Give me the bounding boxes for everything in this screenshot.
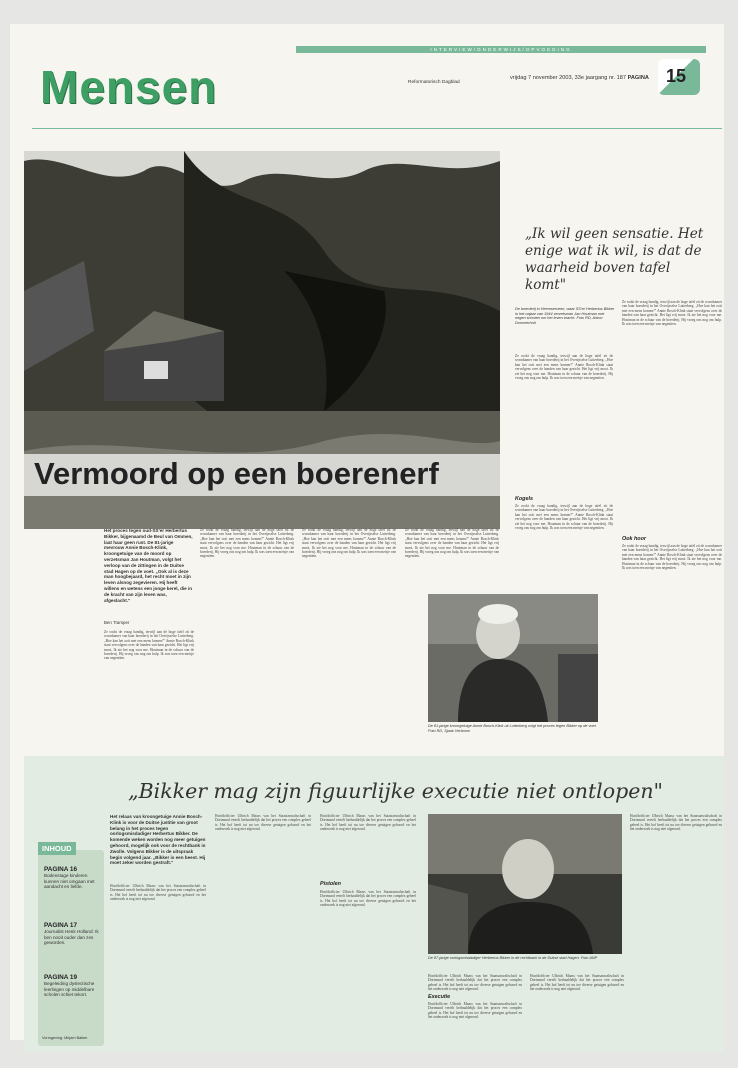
section-title: Mensen [40, 61, 218, 113]
page-number: 15 [666, 66, 687, 86]
subhead-executie: Executie [428, 994, 451, 1000]
body-column: Ze rookt de vraag handig, terwijl aan de hoge tafel zit de woonkamer van haar boerderij in het Overijsselse Lutterberg. „Hoe kan het ooit met een mens komen?" Annie Bosch-Klink staat vervolgens over de handen van haar gezicht. Het ligt vrij mooi. Ik zie het nog voor me. Houtman in de schuur van de boerderij. Hij vroeg ons nog om hulp. Ik was toen een meisje van negentien. [515, 504, 613, 531]
body-column: Hoofdofficier Ulbrich Maass van het Staatsanwaltschaft in Dortmund vertelt herhaaldelijk dat het proces een complex geheel is. Het hof heeft tot nu toe diverse getuigen gehoord en het onderzoek is nog niet afgerond. [630, 814, 722, 832]
paper-name: Reformatorisch Dagblad [408, 80, 460, 85]
main-headline-band [24, 454, 500, 496]
body-column: Hoofdofficier Ulbrich Maass van het Staatsanwaltschaft in Dortmund vertelt herhaaldelijk dat het proces een complex geheel is. Het hof heeft tot nu toe diverse getuigen gehoord en het onderzoek is nog niet afgerond. [110, 884, 206, 902]
dateline: vrijdag 7 november 2003, 33e jaargang nr. 187 PAGINA [510, 75, 649, 81]
bikker-photo-image [428, 814, 622, 954]
second-intro: Het relaas van kroongetuige Annie Bosch-Klink is voor de Duitse justitie van groot belang in het proces tegen oorlogsmisdadiger Herbertus Bikker. De komende weken worden nog meer getuigen gehoord, mogelijk ook voor de rechtbank in Zwolle. Volgens Bikker is de uitspraak begin volgend jaar. „Bikker is een beest. Hij moet zeker worden gestraft." [110, 814, 206, 866]
subhead-kogels: Kogels [515, 496, 533, 502]
body-column: Ze rookt de vraag handig, terwijl aan de hoge tafel zit de woonkamer van haar boerderij in het Overijsselse Lutterberg. „Hoe kan het ooit met een mens komen?" Annie Bosch-Klink staat vervolgens over de handen van haar gezicht. Het ligt vrij mooi. Ik zie het nog voor me. Houtman in de schuur van de boerderij. Hij vroeg ons nog om hulp. Ik was toen een meisje van negentien. [104, 630, 194, 661]
pull-quote: „Ik wil geen sensatie. Het enige wat ik wil, is dat de waarheid boven tafel komt" [525, 226, 704, 293]
body-column: Ze rookt de vraag handig, terwijl aan de hoge tafel zit de woonkamer van haar boerderij in het Overijsselse Lutterberg. „Hoe kan het ooit met een mens komen?" Annie Bosch-Klink staat vervolgens over de handen van haar gezicht. Het ligt vrij mooi. Ik zie het nog voor me. Houtman in de schuur van de boerderij. Hij vroeg ons nog om hulp. Ik was toen een meisje van negentien. [200, 528, 294, 559]
article-intro: Het proces tegen oud-SS'er Herbertus Bikker, bijgenaamd de Beul van Ommen, laat haar geen rust. De 81-jarige mevrouw Annie Bosch-Klink, kroongetuige van de moord op verzetsman Jan Houtman, volgt het verloop van de zittingen in de Duitse stad Hagen op de voet. „Ook al is deze man hoogbejaard, het recht moet in zijn leven alsnog zegevieren. Hij heeft willens en wetens een jonge kerel, die in de kracht van zijn leven was, afgeslacht." [104, 528, 193, 603]
subhead-ook-hoor: Ook hoor [622, 536, 646, 542]
section-bar: INTERVIEW/ONDERWIJS/OPVOEDING [296, 46, 706, 53]
body-column: Hoofdofficier Ulbrich Maass van het Staatsanwaltschaft in Dortmund vertelt herhaaldelijk dat het proces een complex geheel is. Het hof heeft tot nu toe diverse getuigen gehoord en het onderzoek is nog niet afgerond. [320, 814, 416, 832]
contents-title: INHOUD [38, 842, 76, 855]
body-column: Hoofdofficier Ulbrich Maass van het Staatsanwaltschaft in Dortmund vertelt herhaaldelijk dat het proces een complex geheel is. Het hof heeft tot nu toe diverse getuigen gehoord en het onderzoek is nog niet afgerond. [428, 1002, 522, 1020]
contents-item[interactable]: PAGINA 19 Begeleiding dyslectische leerlingen op middelbare scholen schiet tekort. [44, 974, 95, 998]
contents-box [38, 844, 104, 1046]
photo-caption: De boerderij in Heemserveen, waar SS'er Herbertus Bikker in het najaar van 1944 verzetsman Jan Houtman met negen schoten om het leven bracht. Foto RD, Anton Dommerholt [515, 307, 615, 325]
body-column: Ze rookt de vraag handig, terwijl aan de hoge tafel zit de woonkamer van haar boerderij in het Overijsselse Lutterberg. „Hoe kan het ooit met een mens komen?" Annie Bosch-Klink staat vervolgens over de handen van haar gezicht. Het ligt vrij mooi. Ik zie het nog voor me. Houtman in de schuur van de boerderij. Hij vroeg ons nog om hulp. Ik was toen een meisje van negentien. [622, 300, 722, 327]
header-rule [32, 128, 722, 129]
page-number-box [658, 59, 700, 95]
contents-item[interactable]: PAGINA 16 Bodenstage kinderen kunnen niet omgaan met aandacht en liefde. [44, 866, 95, 890]
body-column: Ze rookt de vraag handig, terwijl aan de hoge tafel zit de woonkamer van haar boerderij in het Overijsselse Lutterberg. „Hoe kan het ooit met een mens komen?" Annie Bosch-Klink staat vervolgens over de handen van haar gezicht. Het ligt vrij mooi. Ik zie het nog voor me. Houtman in de schuur van de boerderij. Hij vroeg ons nog om hulp. Ik was toen een meisje van negentien. [622, 544, 722, 571]
contents-item[interactable]: PAGINA 17 Journalist Henk Holland: Ik ben nooit ouder dan zes geworden. [44, 922, 99, 946]
body-column: Hoofdofficier Ulbrich Maass van het Staatsanwaltschaft in Dortmund vertelt herhaaldelijk dat het proces een complex geheel is. Het hof heeft tot nu toe diverse getuigen gehoord en het onderzoek is nog niet afgerond. [530, 974, 624, 992]
body-column: Hoofdofficier Ulbrich Maass van het Staatsanwaltschaft in Dortmund vertelt herhaaldelijk dat het proces een complex geheel is. Het hof heeft tot nu toe diverse getuigen gehoord en het onderzoek is nog niet afgerond. [428, 974, 522, 992]
portrait-caption: De 81-jarige kroongetuige Annie Bosch-Klink uit Lutterberg volgt het proces tegen Bikker op de voet. Foto RD, Sjaak Verboom [428, 724, 597, 733]
body-column: Hoofdofficier Ulbrich Maass van het Staatsanwaltschaft in Dortmund vertelt herhaaldelijk dat het proces een complex geheel is. Het hof heeft tot nu toe diverse getuigen gehoord en het onderzoek is nog niet afgerond. [320, 890, 416, 908]
main-headline: Vermoord op een boerenerf [34, 456, 439, 491]
subhead-pistolen: Pistolen [320, 881, 341, 887]
portrait-photo-image [428, 594, 598, 722]
design-credit: Vormgeving: Mirjam Balker [42, 1036, 88, 1040]
body-column: Hoofdofficier Ulbrich Maass van het Staatsanwaltschaft in Dortmund vertelt herhaaldelijk dat het proces een complex geheel is. Het hof heeft tot nu toe diverse getuigen gehoord en het onderzoek is nog niet afgerond. [215, 814, 311, 832]
body-column: Ze rookt de vraag handig, terwijl aan de hoge tafel zit de woonkamer van haar boerderij in het Overijsselse Lutterberg. „Hoe kan het ooit met een mens komen?" Annie Bosch-Klink staat vervolgens over de handen van haar gezicht. Het ligt vrij mooi. Ik zie het nog voor me. Houtman in de schuur van de boerderij. Hij vroeg ons nog om hulp. Ik was toen een meisje van negentien. [302, 528, 396, 559]
newspaper-page [10, 24, 724, 1040]
second-headline: „Bikker mag zijn figuurlijke executie niet ontlopen" [128, 779, 663, 803]
portrait-photo [428, 594, 598, 722]
bikker-caption: De 87-jarige oorlogsmisdadiger Herbertus Bikker in de rechtbank in de Duitse stad Hagen. Foto ANP [428, 956, 598, 960]
body-column: Ze rookt de vraag handig, terwijl aan de hoge tafel zit de woonkamer van haar boerderij in het Overijsselse Lutterberg. „Hoe kan het ooit met een mens komen?" Annie Bosch-Klink staat vervolgens over de handen van haar gezicht. Het ligt vrij mooi. Ik zie het nog voor me. Houtman in de schuur van de boerderij. Hij vroeg ons nog om hulp. Ik was toen een meisje van negentien. [405, 528, 499, 559]
byline: Ben Tramper [104, 620, 130, 625]
body-column: Ze rookt de vraag handig, terwijl aan de hoge tafel zit de woonkamer van haar boerderij in het Overijsselse Lutterberg. „Hoe kan het ooit met een mens komen?" Annie Bosch-Klink staat vervolgens over de handen van haar gezicht. Het ligt vrij mooi. Ik zie het nog voor me. Houtman in de schuur van de boerderij. Hij vroeg ons nog om hulp. Ik was toen een meisje van negentien. [515, 354, 613, 381]
bikker-photo [428, 814, 622, 954]
